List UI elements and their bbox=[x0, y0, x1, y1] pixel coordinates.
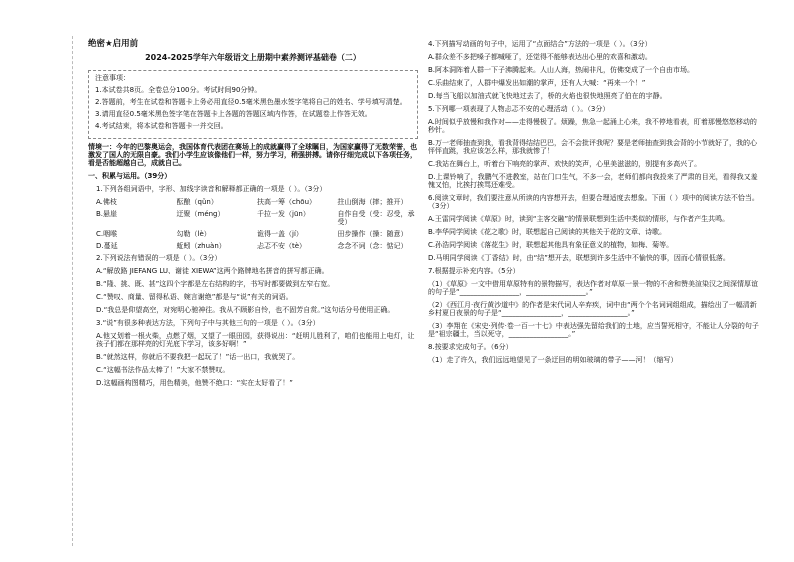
question-3-stem: 3.“说”有很多种表达方法，下列句子中与其他三句的一项是（ ）。（3分） bbox=[96, 319, 320, 327]
option-cell: 迂聚（méng） bbox=[176, 210, 225, 218]
question-3-option: B.“就然这样，你就后不要我把一起玩了！”话一出口，我就哭了。 bbox=[96, 353, 300, 361]
option-cell: 蚯蚓（zhuàn） bbox=[176, 242, 226, 250]
option-cell: B.悬崖 bbox=[96, 210, 118, 218]
question-5-option: B.万一老师抽查到我，看我背得结结巴巴，会不会批评我呢？要是老师抽查到我会背的小节就好了，我的心怦怦直跳，我应该怎么样，那我就惨了！ bbox=[428, 139, 758, 155]
question-6-option: C.孙浩同学阅读《落花生》时，联想起其他具有象征意义的植物，如梅、菊等。 bbox=[428, 241, 674, 249]
question-7-stem: 7.根据提示补充内容。（5分） bbox=[428, 267, 520, 275]
question-2-option: A.“解放路 JIEFANG LU、谢徒 XIEWA”这两个路牌地名拼音的拼写都正确。 bbox=[96, 267, 329, 275]
question-7-item: （2）《西江月·夜行黄沙道中》的作者是宋代词人辛弃疾，词中由“两个个名词词组组成，描绘出了一幅清新乡村夏日夜景的句子是“_________________，_________________。” bbox=[428, 301, 757, 317]
question-6-stem: 6.阅读文章时，我们要注意从所读的内容想开去，但要合理适度去想象。下面（ ）项中的阅读方法不恰当。（3分） bbox=[428, 194, 759, 210]
option-cell: 勾勒（lè） bbox=[176, 230, 211, 238]
notice-item: 1.本试卷共8页。全卷总分100分。考试时间90分钟。 bbox=[95, 86, 262, 94]
section-heading: 一、积累与运用。（39分） bbox=[88, 172, 172, 180]
option-cell: D.蔓延 bbox=[96, 242, 118, 250]
right-column bbox=[428, 40, 760, 369]
question-5-option: C.我站在舞台上，听着台下响亮的掌声、欢快的笑声，心里美滋滋的，别提有多高兴了。 bbox=[428, 160, 702, 168]
option-cell: 诡得一盖（jí） bbox=[257, 230, 303, 238]
question-2-stem: 2.下列说法有错误的一项是（ ）。（3分） bbox=[96, 254, 222, 262]
left-column bbox=[88, 40, 418, 392]
notice-item: 4.考试结束，将本试卷和答题卡一并交回。 bbox=[95, 122, 228, 130]
question-1-row bbox=[88, 198, 418, 206]
question-7-item: （3）李翔在《宋史·列传·卷一百一十七》中表达强先留给我们的土地，应当誓死相守，不能让人分裂的句子是“祖宗疆土，当以死守，_________________。” bbox=[428, 322, 759, 338]
question-8-item: （1）走了许久，我们远远地望见了一条迂回的明如玻璃的带子——河！（缩写） bbox=[428, 356, 678, 364]
option-cell: 田步操作（操：随意） bbox=[337, 230, 408, 238]
question-2-option: C.“赞叹、商量、留得私语、婉言谢绝”都是与“说”有关的词语。 bbox=[96, 293, 293, 301]
question-4-option: B.阿本洞阵着人群一下子沸腾起来。人山人海，热闹非凡，仿佛变成了一个自由市场。 bbox=[428, 66, 695, 74]
intro-context: 情境一：今年的巴黎奥运会，我国体育代表团在赛场上的成就赢得了全球瞩目，为国家赢得了无数荣誉，也激发了国人的无限自豪。我们小学生应该像他们一样，努力学习，稍强拼搏。请你仔细完成以下各项任务，看是否能超越自己，成就自己。 bbox=[88, 143, 417, 167]
question-5-option: D.上课铃响了，我鹏气不进教室，站在门口生气，不多一会，老师们都向我投来了严肃的目光，看得我又羞愧又怕，比挨打挨骂还难受。 bbox=[428, 173, 758, 189]
question-5-option: A.时间似乎放慢和我作对——走得慢极了。烦躁，焦急一起涌上心来，我不停地看表，盯着那慢悠悠移动的秒针。 bbox=[428, 118, 757, 134]
question-5-stem: 5.下列哪一项表现了人物忐忑不安的心理活动（ ）。（3分） bbox=[428, 105, 610, 113]
notice-box bbox=[88, 70, 418, 139]
question-3-option: C.“这幅书法作品太棒了！”大家不禁赞叹。 bbox=[96, 366, 230, 374]
question-7-item: （1）《草原》一文中借用草原特有的景物描写，表达作者对草原一景一物的不舍和赞美渲染汉之间深情厚谊的句子是“_________________，_________________。” bbox=[428, 280, 758, 296]
question-2-option: D.“我总是仰望高空，对宛明心驰神往。我从不顾影自怜，也不固芳自赏。”这句话分号使用正确。 bbox=[96, 306, 395, 314]
question-6-option: B.李华同学阅读《花之歌》时，联想起自己阅读的其他关于花的文章、诗歌。 bbox=[428, 228, 667, 236]
option-cell: 酝酿（qǔn） bbox=[176, 198, 218, 206]
exam-title: 2024-2025学年六年级语文上册期中素养测评基础卷（二） bbox=[145, 53, 361, 62]
option-cell: 千拉一发（jūn） bbox=[257, 210, 310, 218]
option-cell: 自作自受（受：忍受，承受） bbox=[337, 210, 415, 226]
question-1-row bbox=[88, 210, 418, 226]
question-3-option: D.这幅画构图精巧，用色精美，他赞不绝口：“实在太好看了！” bbox=[96, 379, 293, 387]
question-1-row bbox=[88, 230, 418, 238]
question-6-option: D.马明同学阅读《丁香结》时，由“结”想开去，联想到许多生活中不愉快的事，因而心情很低落。 bbox=[428, 254, 730, 262]
question-4-option: D.每当飞船以加油式就飞快地过去了，桥的火焰也很快地照亮了伯在的宇静。 bbox=[428, 92, 667, 100]
option-cell: C.咽喉 bbox=[96, 230, 118, 238]
question-3-option: A.他又划着一根火柴，点燃了烟，又望了一眼田园，获得说出：“赶明儿胜利了，咱们也能用上电灯，让孩子们都在那样亮的灯光底下学习，该多好啊！” bbox=[96, 332, 415, 348]
question-8-stem: 8.按要求完成句子。（6分） bbox=[428, 343, 513, 351]
question-4-option: A.群众差不多把嗓子都喊哑了，还觉得不能够表达出心里的欢喜和激动。 bbox=[428, 53, 652, 61]
option-cell: 拄山倒海（摔；推开） bbox=[337, 198, 408, 206]
question-2-option: B.“隆、挑、既、甚”这四个字都是左右结构的字，书写时都要做到左窄右宽。 bbox=[96, 280, 335, 288]
question-1-row bbox=[88, 242, 418, 250]
secret-label: 绝密★启用前 bbox=[88, 39, 139, 49]
question-6-option: A.王雷同学阅读《草原》时，读到“主客交融”的情景联想到生活中类似的情形，与作者产生共鸣。 bbox=[428, 215, 730, 223]
question-4-option: C.乐曲结束了，人群中爆发出如潮的掌声，还有人大喊：“再来一个！” bbox=[428, 79, 646, 87]
question-4-stem: 4.下列描写动画的句子中，运用了“点面结合”方法的一项是（ ）。（3分） bbox=[428, 40, 652, 48]
option-cell: 忐忑不安（tè） bbox=[257, 242, 307, 250]
notice-item: 3.请用直径0.5毫米黑色签字笔在答题卡上各题的答题区域内作答，在试题卷上作答无效。 bbox=[95, 110, 372, 118]
notice-heading: 注意事项： bbox=[95, 74, 130, 82]
question-1-stem: 1.下列各组词语中，字形、加线字读音和解释都正确的一项是（ ）。（3分） bbox=[96, 185, 327, 193]
option-cell: 念念不词（念：惦记） bbox=[337, 242, 408, 250]
fold-line bbox=[72, 36, 73, 546]
option-cell: 扶高一筹（chōu） bbox=[257, 198, 317, 206]
notice-item: 2.答题前，考生在试卷和答题卡上务必用直径0.5毫米黑色墨水签字笔将自己的姓名、学号填写清楚。 bbox=[95, 98, 407, 106]
option-cell: A.佛枝 bbox=[96, 198, 117, 206]
